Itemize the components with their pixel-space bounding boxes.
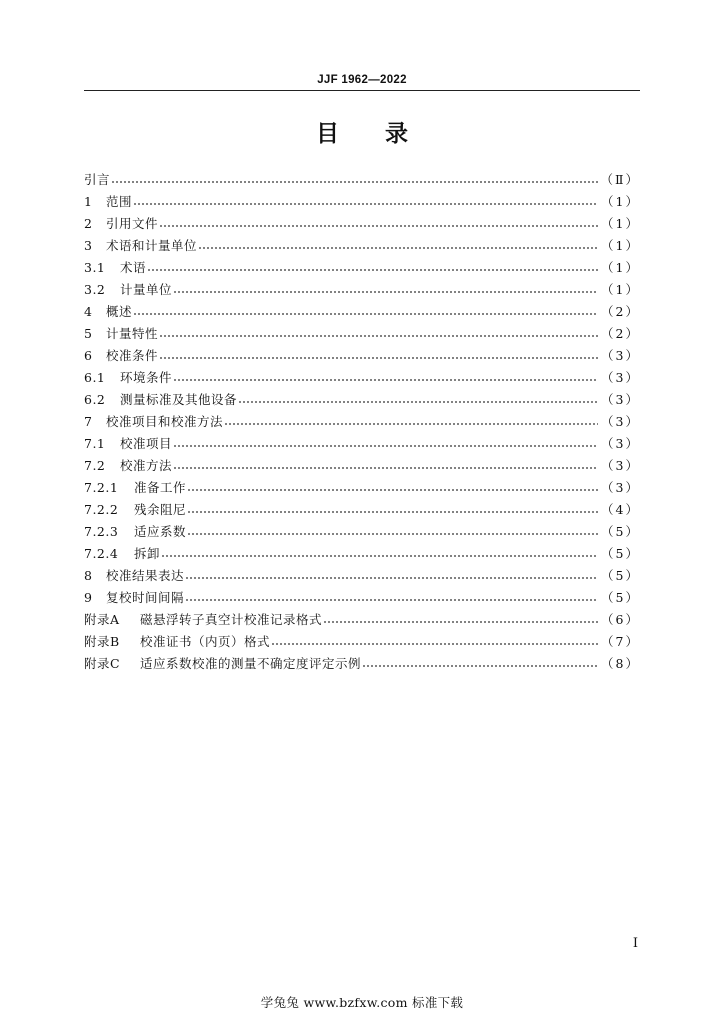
toc-entry-title: 计量特性 [106, 326, 159, 341]
toc-entry-number: 2 [84, 215, 93, 231]
toc-entry-title: 测量标准及其他设备 [120, 392, 238, 407]
toc-entry[interactable] [84, 168, 640, 190]
toc-dot-leader [238, 401, 598, 403]
toc-entry-title: 环境条件 [120, 370, 173, 385]
toc-dot-leader [362, 665, 598, 667]
toc-entry-number: 1 [84, 193, 93, 209]
page-title: 目录 [316, 121, 454, 147]
toc-entry-number: 附录B [84, 634, 120, 649]
toc-dot-leader [133, 203, 598, 205]
toc-entry-title: 准备工作 [134, 480, 187, 495]
toc-dot-leader [147, 269, 598, 271]
toc-entry[interactable] [84, 564, 640, 586]
toc-entry-page: （1） [601, 282, 640, 297]
toc-entry[interactable] [84, 256, 640, 278]
toc-entry[interactable] [84, 432, 640, 454]
toc-entry-page: （5） [601, 590, 640, 605]
toc-entry[interactable] [84, 278, 640, 300]
toc-entry[interactable] [84, 652, 640, 674]
toc-dot-leader [173, 467, 598, 469]
toc-entry-number: 6 [84, 347, 93, 363]
toc-entry-number: 7.2.4 [84, 545, 119, 561]
toc-entry-number: 5 [84, 325, 93, 341]
toc-entry-number: 7 [84, 413, 93, 429]
toc-entry-number: 4 [84, 303, 93, 319]
toc-entry[interactable] [84, 322, 640, 344]
toc-entry-title: 术语 [120, 260, 147, 275]
toc-dot-leader [271, 643, 598, 645]
toc-entry-page: （6） [601, 612, 640, 627]
toc-entry-title: 计量单位 [120, 282, 173, 297]
toc-entry-number: 7.2.1 [84, 479, 119, 495]
toc-entry-title: 适应系数 [134, 524, 187, 539]
toc-entry-page: （7） [601, 634, 640, 649]
toc-entry-number: 9 [84, 589, 93, 605]
toc-entry-number: 8 [84, 567, 93, 583]
toc-dot-leader [133, 313, 598, 315]
toc-dot-leader [173, 379, 598, 381]
toc-dot-leader [185, 577, 598, 579]
standard-code: JJF 1962—2022 [317, 74, 407, 86]
toc-dot-leader [185, 599, 598, 601]
toc-entry[interactable] [84, 542, 640, 564]
toc-entry-title: 校准条件 [106, 348, 159, 363]
toc-entry-title: 范围 [106, 194, 133, 209]
toc-entry[interactable] [84, 410, 640, 432]
toc-dot-leader [187, 511, 598, 513]
toc-entry-title: 残余阻尼 [134, 502, 187, 517]
toc-entry-page: （2） [601, 304, 640, 319]
toc-entry-number: 7.2.2 [84, 501, 119, 517]
toc-entry[interactable] [84, 498, 640, 520]
toc-dot-leader [159, 335, 598, 337]
toc-entry-title: 校准项目和校准方法 [106, 414, 224, 429]
toc-dot-leader [187, 489, 598, 491]
toc-entry-number: 6.1 [84, 369, 106, 385]
toc-entry-title: 拆卸 [134, 546, 161, 561]
toc-entry-number: 附录A [84, 612, 120, 627]
toc-dot-leader [159, 357, 598, 359]
toc-dot-leader [111, 181, 597, 183]
toc-entry-number: 7.1 [84, 435, 106, 451]
toc-entry-page: （3） [601, 436, 640, 451]
toc-dot-leader [173, 291, 598, 293]
toc-entry[interactable] [84, 608, 640, 630]
toc-entry-title: 术语和计量单位 [106, 238, 198, 253]
toc-dot-leader [161, 555, 598, 557]
toc-entry[interactable] [84, 520, 640, 542]
toc-entry-page: （1） [601, 194, 640, 209]
page-header [84, 68, 640, 91]
toc-entry-page: （Ⅱ） [600, 172, 640, 187]
toc-entry[interactable] [84, 476, 640, 498]
footer-watermark: 学兔兔 www.bzfxw.com 标准下载 [260, 995, 464, 1010]
toc-entry[interactable] [84, 190, 640, 212]
toc-dot-leader [323, 621, 598, 623]
toc-entry-number: 3.2 [84, 281, 106, 297]
toc-dot-leader [187, 533, 598, 535]
toc-entry[interactable] [84, 388, 640, 410]
toc-entry-page: （3） [601, 414, 640, 429]
toc-entry[interactable] [84, 630, 640, 652]
toc-entry[interactable] [84, 234, 640, 256]
table-of-contents [84, 168, 640, 674]
toc-entry-number: 3.1 [84, 259, 106, 275]
toc-entry-number: 7.2 [84, 457, 106, 473]
toc-entry-page: （2） [601, 326, 640, 341]
toc-dot-leader [224, 423, 598, 425]
toc-entry-title: 磁悬浮转子真空计校准记录格式 [140, 612, 323, 627]
toc-dot-leader [198, 247, 598, 249]
toc-entry[interactable] [84, 366, 640, 388]
page-number: I [632, 936, 638, 951]
toc-entry-title: 引言 [84, 172, 111, 187]
toc-entry[interactable] [84, 300, 640, 322]
toc-entry-page: （3） [601, 480, 640, 495]
toc-entry-page: （1） [601, 260, 640, 275]
toc-entry-title: 引用文件 [106, 216, 159, 231]
toc-entry[interactable] [84, 454, 640, 476]
toc-entry-page: （5） [601, 546, 640, 561]
toc-entry-page: （5） [601, 568, 640, 583]
toc-entry-page: （1） [601, 216, 640, 231]
toc-entry-number: 6.2 [84, 391, 106, 407]
toc-entry-page: （3） [601, 370, 640, 385]
toc-entry-page: （8） [601, 656, 640, 671]
toc-entry-number: 7.2.3 [84, 523, 119, 539]
toc-entry-page: （3） [601, 348, 640, 363]
toc-entry[interactable] [84, 212, 640, 234]
toc-entry-number: 附录C [84, 656, 121, 671]
toc-dot-leader [159, 225, 598, 227]
toc-entry-title: 校准方法 [120, 458, 173, 473]
toc-entry-page: （4） [601, 502, 640, 517]
toc-entry-title: 适应系数校准的测量不确定度评定示例 [140, 656, 362, 671]
toc-entry-page: （3） [601, 458, 640, 473]
toc-entry-title: 校准项目 [120, 436, 173, 451]
toc-entry-page: （5） [601, 524, 640, 539]
toc-entry[interactable] [84, 586, 640, 608]
toc-entry-title: 校准结果表达 [106, 568, 185, 583]
toc-dot-leader [173, 445, 598, 447]
toc-entry[interactable] [84, 344, 640, 366]
toc-entry-number: 3 [84, 237, 93, 253]
toc-entry-page: （1） [601, 238, 640, 253]
toc-entry-title: 校准证书（内页）格式 [140, 634, 271, 649]
toc-entry-title: 复校时间间隔 [106, 590, 185, 605]
toc-entry-page: （3） [601, 392, 640, 407]
toc-entry-title: 概述 [106, 304, 133, 319]
